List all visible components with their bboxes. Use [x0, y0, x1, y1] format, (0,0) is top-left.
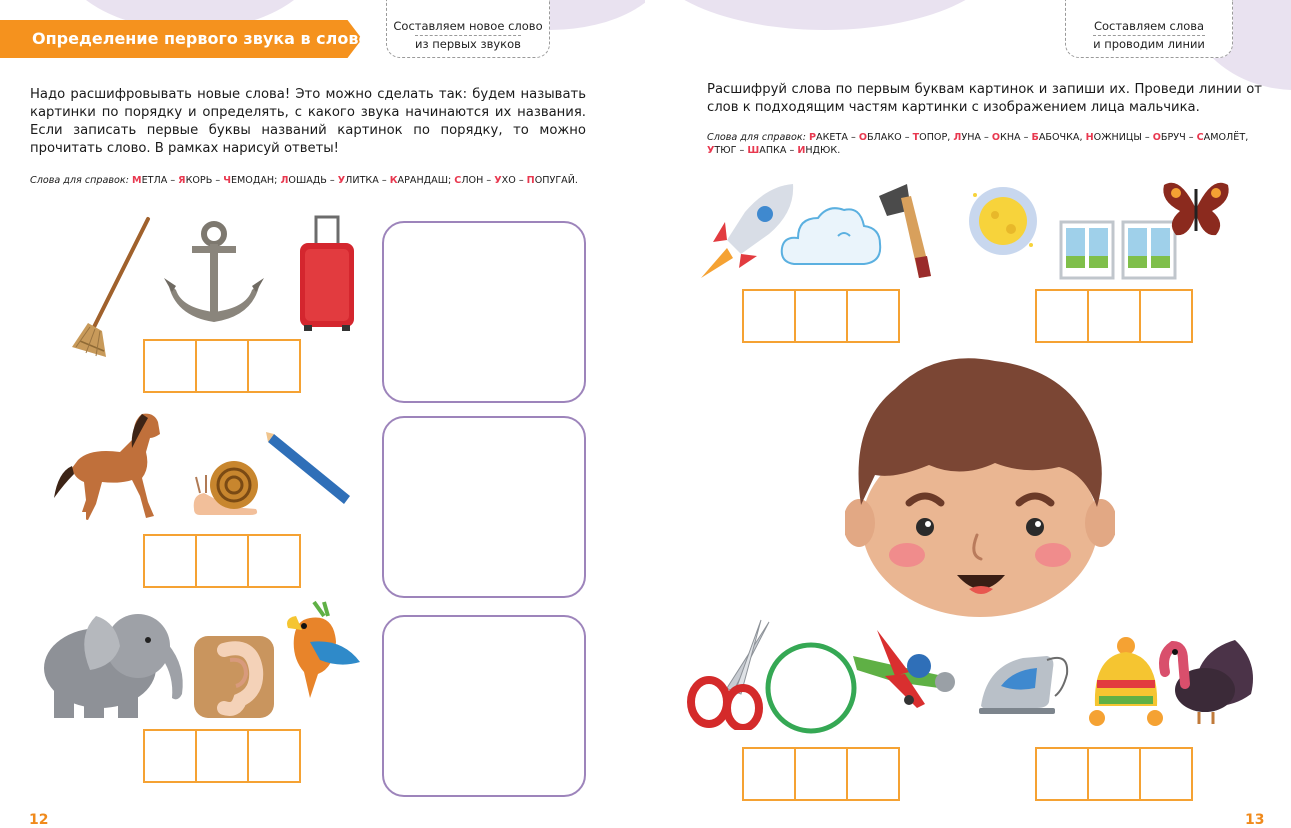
- word-separator: ,: [947, 132, 954, 143]
- word-rest: АПКА: [759, 145, 787, 156]
- ear-icon: [194, 636, 274, 718]
- letter-cell[interactable]: [1037, 749, 1089, 799]
- reference-word: [992, 132, 1032, 143]
- first-letter: Л: [280, 175, 289, 186]
- first-letter: Б: [1031, 132, 1039, 143]
- hoop-icon: [763, 640, 859, 736]
- letter-cell[interactable]: [249, 536, 299, 586]
- first-letter: С: [454, 175, 462, 186]
- boy-face-icon: [845, 355, 1115, 620]
- word-rest: БЛАКО: [866, 132, 902, 143]
- word-separator: –: [1141, 132, 1153, 143]
- reference-word: [178, 175, 223, 186]
- topic-tag: [1065, 0, 1233, 58]
- letter-cell[interactable]: [197, 731, 249, 781]
- reference-word: [809, 132, 859, 143]
- first-letter: У: [707, 145, 715, 156]
- word-separator: –: [1185, 132, 1197, 143]
- word-rest: ОШАДЬ: [288, 175, 327, 186]
- first-letter: М: [132, 175, 142, 186]
- drawing-frame[interactable]: [382, 221, 586, 403]
- letter-cell[interactable]: [848, 291, 898, 341]
- word-rest: АМОЛЁТ: [1203, 132, 1246, 143]
- letter-cell[interactable]: [1037, 291, 1089, 341]
- topic-tag-line1: Составляем новое слово: [393, 19, 543, 33]
- scissors-icon: [687, 618, 773, 730]
- axe-icon: [877, 182, 939, 284]
- reference-words: [707, 131, 1267, 157]
- word-separator: –: [980, 132, 992, 143]
- word-separator: .: [574, 175, 578, 186]
- moon-icon: [965, 183, 1041, 259]
- reference-word: [223, 175, 280, 186]
- reference-word: [280, 175, 337, 186]
- first-letter: С: [1196, 132, 1204, 143]
- letter-cell[interactable]: [1141, 749, 1191, 799]
- letter-cell[interactable]: [744, 749, 796, 799]
- word-rest: АРАНДАШ: [397, 175, 448, 186]
- parrot-icon: [280, 598, 364, 702]
- word-rest: КОРЬ: [185, 175, 213, 186]
- word-rest: ОПУГАЙ: [534, 175, 575, 186]
- letter-cell[interactable]: [197, 536, 249, 586]
- reference-word: [1086, 132, 1153, 143]
- word-separator: .: [837, 145, 841, 156]
- reference-word: [1153, 132, 1197, 143]
- first-letter: П: [526, 175, 535, 186]
- letter-cell[interactable]: [848, 749, 898, 799]
- anchor-icon: [162, 220, 266, 328]
- reference-word: [859, 132, 913, 143]
- first-letter: Ч: [223, 175, 231, 186]
- butterfly-icon: [1160, 173, 1232, 243]
- suitcase-icon: [296, 213, 358, 333]
- word-rest: ЕМОДАН: [230, 175, 275, 186]
- topic-tag-line2: и проводим линии: [1093, 37, 1205, 51]
- word-rest: УНА: [961, 132, 981, 143]
- letter-cell[interactable]: [145, 536, 197, 586]
- snail-icon: [190, 455, 262, 517]
- reference-word: [132, 175, 178, 186]
- first-letter: И: [797, 145, 806, 156]
- answer-grid[interactable]: [742, 747, 900, 801]
- word-separator: –: [901, 132, 913, 143]
- letter-cell[interactable]: [1089, 291, 1141, 341]
- decor-blob: [645, 0, 1005, 30]
- first-letter: Ш: [747, 145, 760, 156]
- letter-cell[interactable]: [796, 291, 848, 341]
- word-rest: КНА: [1000, 132, 1021, 143]
- refs-label: Слова для справок:: [707, 132, 806, 143]
- reference-word: [494, 175, 526, 186]
- word-rest: ХО: [501, 175, 516, 186]
- reference-word: [953, 132, 992, 143]
- drawing-frame[interactable]: [382, 416, 586, 598]
- letter-cell[interactable]: [1141, 291, 1191, 341]
- word-separator: –: [847, 132, 859, 143]
- first-letter: Л: [953, 132, 962, 143]
- word-rest: ОПОР: [919, 132, 948, 143]
- reference-word: [747, 145, 797, 156]
- answer-grid[interactable]: [1035, 747, 1193, 801]
- word-separator: ,: [1079, 132, 1086, 143]
- word-rest: ЛОН: [461, 175, 484, 186]
- word-rest: ОЖНИЦЫ: [1093, 132, 1142, 143]
- instruction-text: Расшифруй слова по первым буквам картинок и запиши их. Проведи линии от слов к подходящим частям картинки с изображением лица мальчика.: [707, 82, 1262, 115]
- first-letter: Я: [178, 175, 186, 186]
- word-rest: ТЮГ: [714, 145, 737, 156]
- word-rest: ЛИТКА: [345, 175, 379, 186]
- first-letter: К: [389, 175, 398, 186]
- page-number: 13: [1245, 812, 1265, 828]
- answer-grid[interactable]: [143, 534, 301, 588]
- answer-grid[interactable]: [143, 339, 301, 393]
- word-separator: –: [515, 175, 527, 186]
- reference-word: [527, 175, 578, 186]
- pencil-icon: [266, 430, 356, 506]
- window-icon: [1059, 220, 1115, 280]
- first-letter: О: [858, 132, 867, 143]
- reference-word: [454, 175, 494, 186]
- word-separator: ;: [448, 175, 455, 186]
- first-letter: Р: [809, 132, 817, 143]
- reference-word: [797, 145, 840, 156]
- topic-tag-line2: из первых звуков: [415, 37, 521, 51]
- letter-cell[interactable]: [744, 291, 796, 341]
- reference-words: [30, 174, 586, 187]
- iron-icon: [977, 646, 1073, 716]
- first-letter: Т: [912, 132, 920, 143]
- word-rest: ЕТЛА: [141, 175, 168, 186]
- answer-grid[interactable]: [1035, 289, 1193, 343]
- answer-grid[interactable]: [143, 729, 301, 783]
- answer-grid[interactable]: [742, 289, 900, 343]
- hat-icon: [1087, 636, 1165, 732]
- horse-icon: [50, 408, 166, 530]
- first-letter: Н: [1085, 132, 1094, 143]
- right-page: [645, 0, 1291, 828]
- instruction-text: Надо расшифровывать новые слова! Это можно сделать так: будем называть картинки по порядку и определять, с какого звука начинаются их названия. Если записать первые буквы названий картинок по порядку, то можно прочитать слово. В рамках нарисуй ответы!: [30, 87, 586, 156]
- page-number: 12: [29, 812, 49, 828]
- letter-cell[interactable]: [145, 341, 197, 391]
- refs-list: [132, 175, 578, 186]
- first-letter: У: [494, 175, 502, 186]
- letter-cell[interactable]: [249, 731, 299, 781]
- first-letter: О: [991, 132, 1001, 143]
- reference-word: [390, 175, 455, 186]
- letter-cell[interactable]: [145, 731, 197, 781]
- turkey-icon: [1155, 632, 1259, 724]
- word-separator: –: [483, 175, 495, 186]
- cloud-icon: [778, 200, 884, 270]
- word-separator: –: [786, 145, 798, 156]
- reference-word: [913, 132, 954, 143]
- word-separator: –: [326, 175, 338, 186]
- left-page: [0, 0, 645, 828]
- topic-tag: [386, 0, 550, 58]
- topic-tag-line1: Составляем слова: [1093, 19, 1205, 33]
- word-separator: –: [212, 175, 224, 186]
- word-separator: –: [736, 145, 748, 156]
- reference-word: [707, 145, 747, 156]
- section-title: Определение первого звука в слове: [32, 29, 370, 48]
- letter-cell[interactable]: [1089, 749, 1141, 799]
- elephant-icon: [36, 606, 190, 720]
- reference-word: [1197, 132, 1249, 143]
- word-rest: НДЮК: [805, 145, 838, 156]
- first-letter: У: [337, 175, 346, 186]
- airplane-icon: [847, 626, 959, 712]
- letter-cell[interactable]: [249, 341, 299, 391]
- first-letter: О: [1152, 132, 1161, 143]
- word-separator: ;: [274, 175, 281, 186]
- word-separator: –: [167, 175, 179, 186]
- letter-cell[interactable]: [796, 749, 848, 799]
- word-separator: –: [378, 175, 390, 186]
- drawing-frame[interactable]: [382, 615, 586, 797]
- refs-label: Слова для справок:: [30, 175, 129, 186]
- word-separator: ,: [1245, 132, 1249, 143]
- reference-word: [338, 175, 390, 186]
- word-rest: БРУЧ: [1160, 132, 1186, 143]
- word-rest: АКЕТА: [816, 132, 848, 143]
- word-separator: –: [1020, 132, 1032, 143]
- word-rest: АБОЧКА: [1038, 132, 1080, 143]
- reference-word: [1032, 132, 1086, 143]
- letter-cell[interactable]: [197, 341, 249, 391]
